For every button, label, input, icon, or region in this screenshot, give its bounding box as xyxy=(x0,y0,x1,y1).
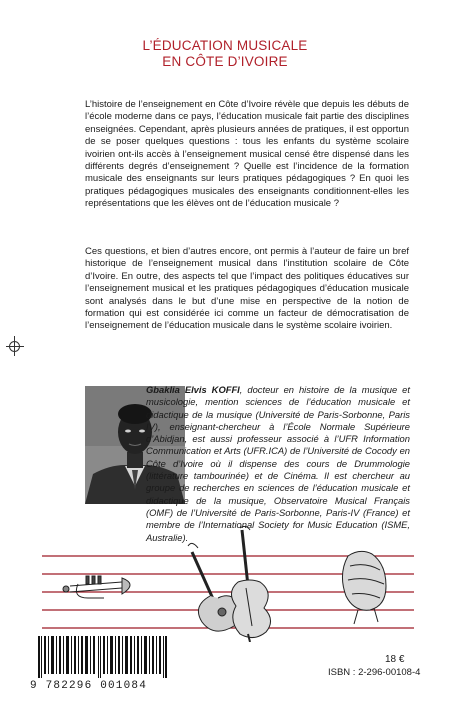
author-name: Gbaklia Elvis KOFFI xyxy=(146,384,240,395)
title-line-2: EN CÔTE D’IVOIRE xyxy=(162,54,288,69)
price: 18 € xyxy=(385,654,405,665)
barcode xyxy=(38,636,168,678)
music-staff-illustration xyxy=(42,526,414,642)
summary-paragraph-1: L’histoire de l’enseignement en Côte d’Ivoire révèle que depuis les débuts de l’école moderne dans ce pays, l’éducation musicale fait partie des disciplines enseignées. Cependant, après plusieurs années de pratiques, il est opportun de se poser quelques questions : tous les enfants du système scolaire ivoirien ont-ils accès à l’enseignement musical censé être dispensé dans les différents degrés d’enseignement ? Quelle est l’incidence de la formation musicale des enseignants sur leurs pratiques pédagogiques ? En quoi les pratiques pédagogiques musicales des enseignants conditionnent-elles les représentations que les élèves ont de l’éducation musicale ? xyxy=(85,99,409,210)
barcode-number: 9 782296 001084 xyxy=(30,680,148,692)
title-line-1: L’ÉDUCATION MUSICALE xyxy=(142,38,308,53)
drum-icon xyxy=(342,551,386,624)
summary-paragraph-2: Ces questions, et bien d’autres encore, ont permis à l’auteur de faire un bref historique de l’enseignement musical dans l’institution scolaire de Côte d’Ivoire. En outre, des aspects tel que l’impact des politiques éducatives sur l’enseignement musical et les pratiques pédagogiques d’éducation musicale sont analysés dans le but d’une mise en perspective de la notion de formation qui est considérée ici comme un facteur de démocratisation de l’enseignement de l’éducation musicale dans le système scolaire ivoirien. xyxy=(85,246,409,332)
author-bio xyxy=(146,384,410,544)
cello-icon xyxy=(231,526,270,642)
book-title xyxy=(0,38,450,70)
isbn: ISBN : 2-296-00108-4 xyxy=(328,667,421,678)
author-bio-text: , docteur en histoire de la musique et musicologie, mention sciences de l’éducation musicale et didactique de la musique (Université de Paris-Sorbonne, Paris IV), enseignant-chercheur à l’École Normale Supérieure d’Abidjan, est aussi professeur associé à l’UFR Information Communication et Arts (UFR.ICA) de l’Université de Cocody en Côte d’Ivoire où il dispense des cours de Drummologie (littérature tambourinée) et de Cinéma. Il est chercheur au groupe de recherches en sciences de l’éducation musicale et didactique de la musique, Observatoire Musical Français (OMF) de l’Université de Paris-Sorbonne, Paris-IV (France) et membre de l’International Society for Music Education (ISME, Australie). xyxy=(146,384,410,543)
trumpet-icon xyxy=(63,576,130,598)
